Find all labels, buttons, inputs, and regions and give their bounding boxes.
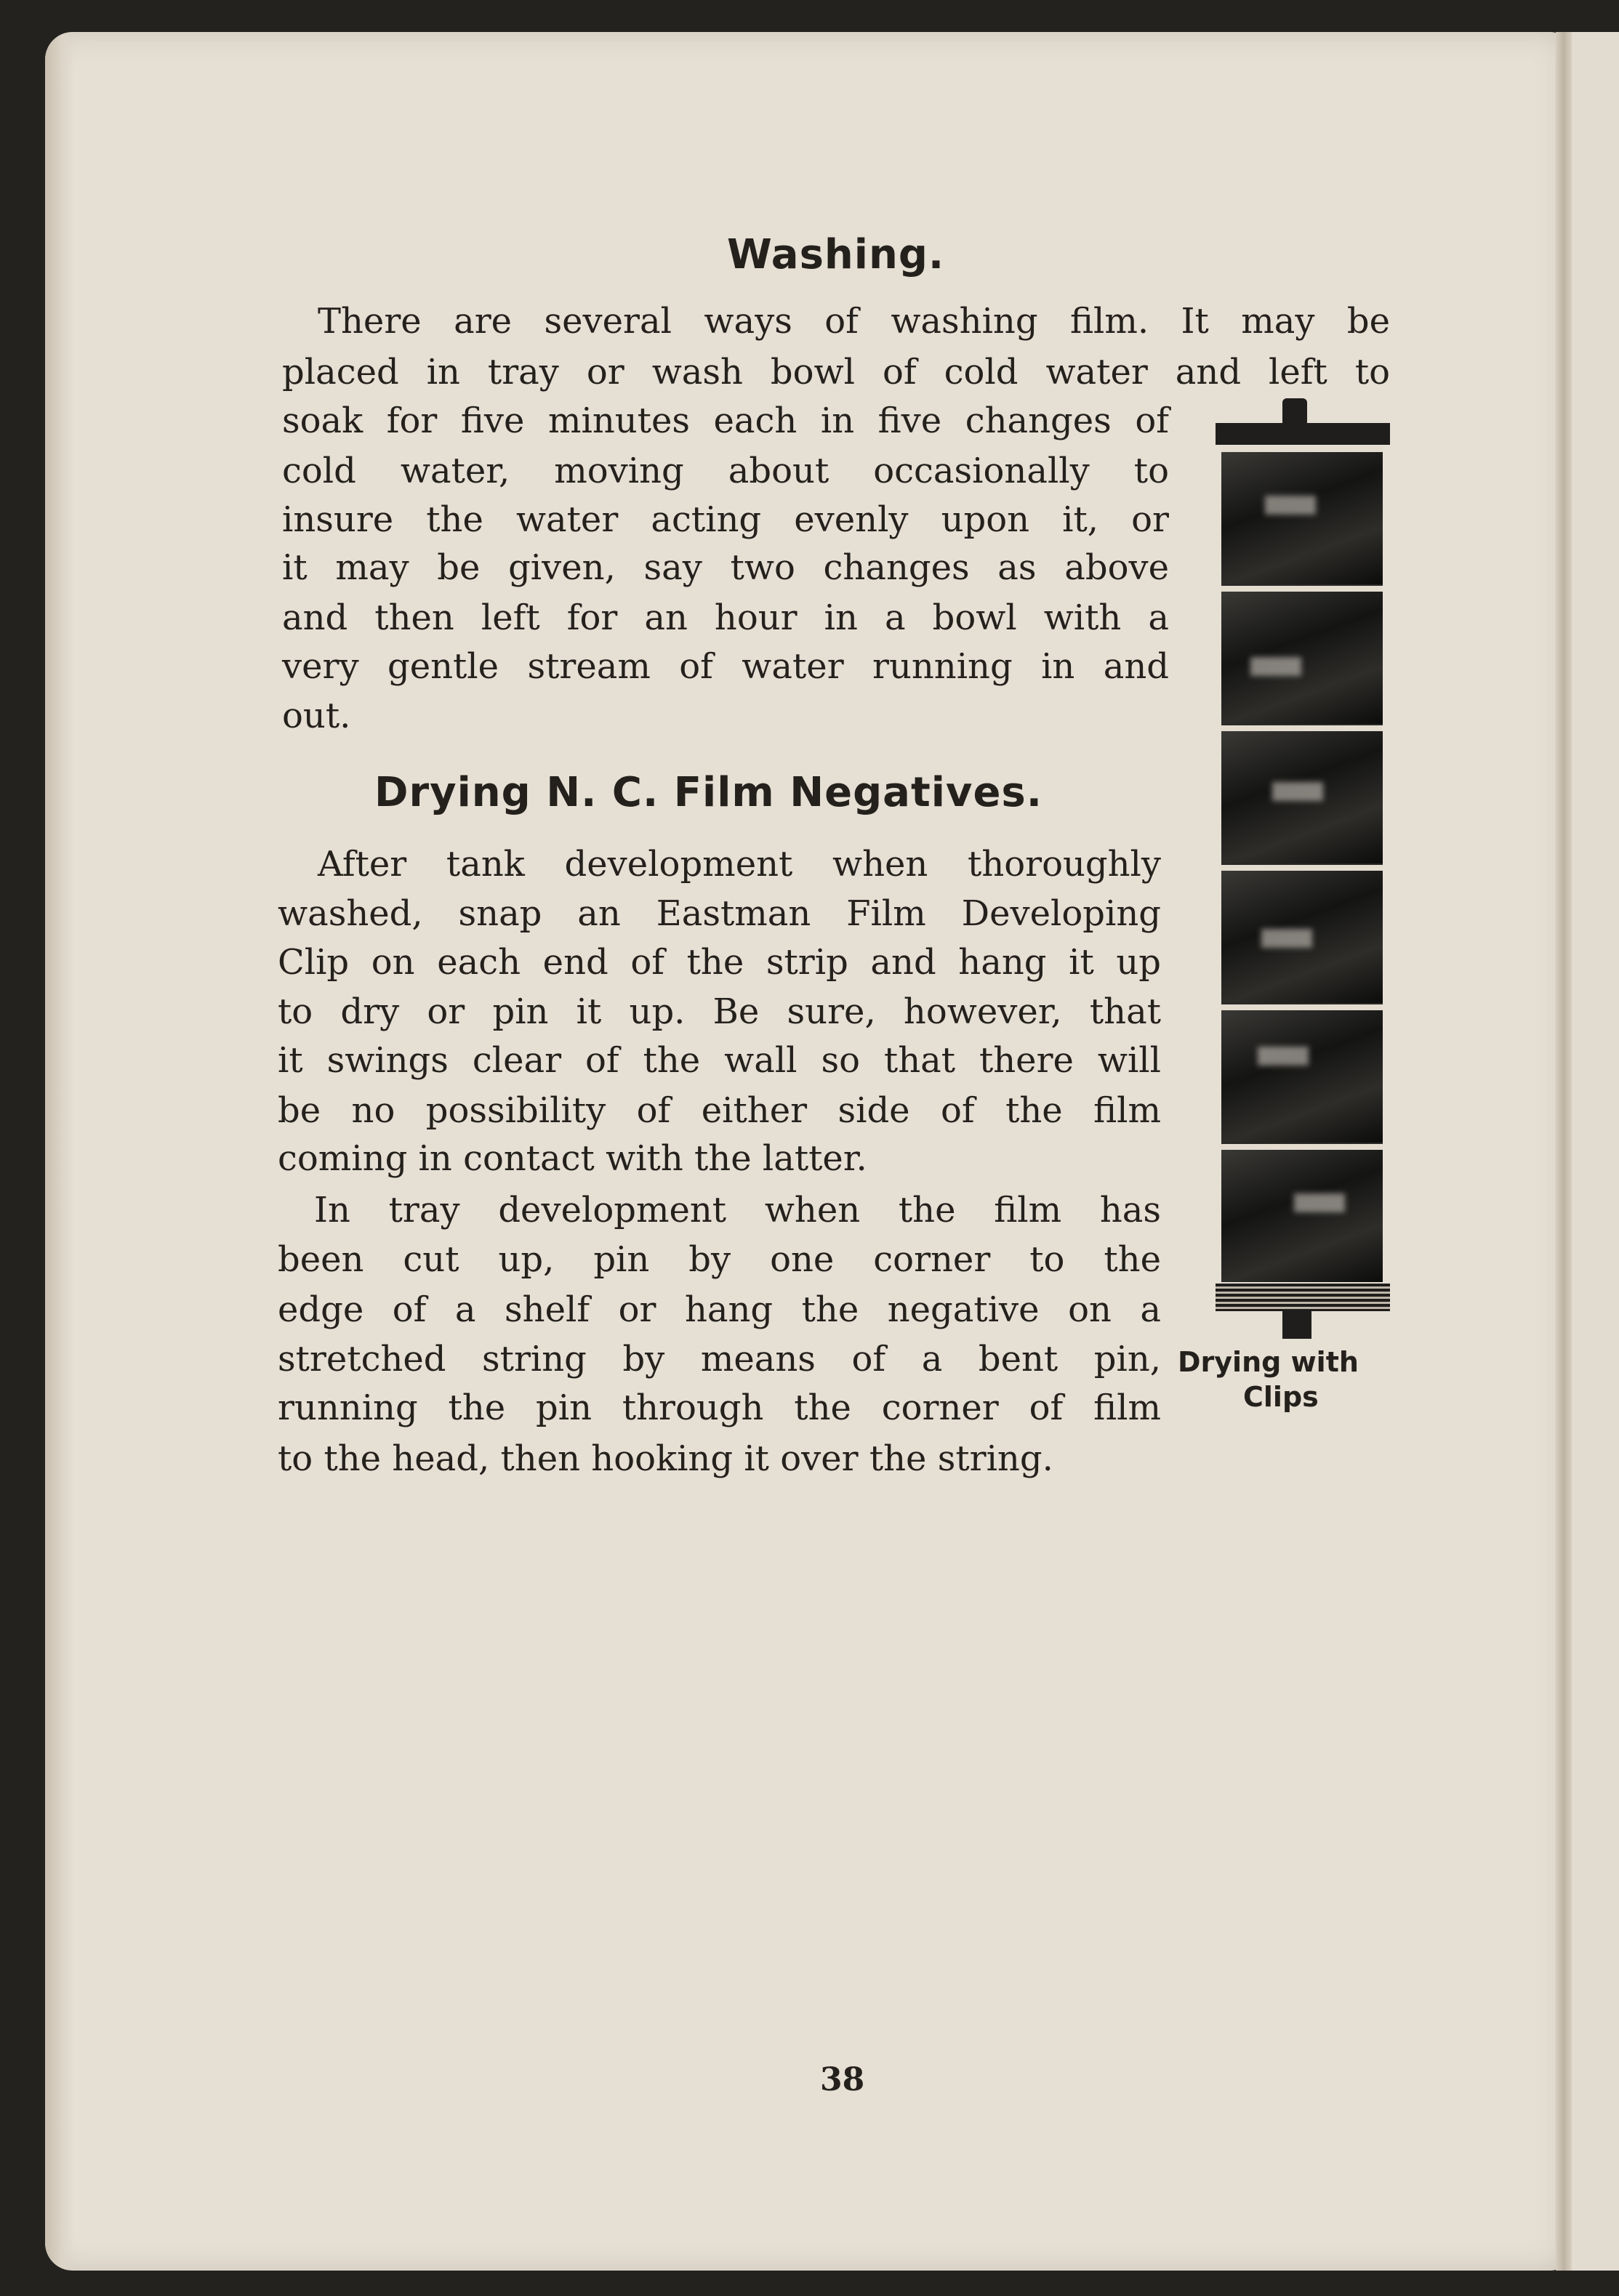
body-line: insure the water acting evenly upon it, or xyxy=(282,499,1169,540)
bottom-clip-bar xyxy=(1216,1284,1390,1311)
figure-caption-line-1: Drying with xyxy=(1178,1346,1359,1378)
body-line: edge of a shelf or hang the negative on a xyxy=(278,1289,1161,1330)
body-line: running the pin through the corner of film xyxy=(278,1387,1161,1428)
body-line: soak for five minutes each in five changes of xyxy=(282,400,1169,441)
section-heading-washing: Washing. xyxy=(727,231,945,278)
top-clip-bar xyxy=(1216,423,1390,445)
body-line: to the head, then hooking it over the string. xyxy=(278,1438,1053,1479)
negative-frame xyxy=(1221,1144,1383,1282)
body-line: it may be given, say two changes as above xyxy=(282,547,1169,588)
negative-frame xyxy=(1221,725,1383,863)
negative-frame xyxy=(1221,586,1383,724)
film-strip xyxy=(1221,446,1383,1282)
body-line: been cut up, pin by one corner to the xyxy=(278,1239,1161,1280)
negative-frame xyxy=(1221,1004,1383,1143)
film-clip-illustration xyxy=(1216,398,1390,1345)
figure-caption-line-2: Clips xyxy=(1243,1381,1319,1413)
body-line: to dry or pin it up. Be sure, however, that xyxy=(278,991,1161,1032)
body-line: out. xyxy=(282,696,351,736)
body-line: stretched string by means of a bent pin, xyxy=(278,1339,1161,1379)
body-line: After tank development when thoroughly xyxy=(318,844,1161,885)
body-line: In tray development when the film has xyxy=(314,1190,1161,1230)
section-heading-drying: Drying N. C. Film Negatives. xyxy=(374,769,1043,816)
body-line: be no possibility of either side of the film xyxy=(278,1090,1161,1131)
body-line: coming in contact with the latter. xyxy=(278,1138,867,1179)
body-line: it swings clear of the wall so that there will xyxy=(278,1040,1161,1081)
body-line: Clip on each end of the strip and hang it up xyxy=(278,942,1161,983)
body-line: very gentle stream of water running in and xyxy=(282,646,1169,687)
negative-frame xyxy=(1221,446,1383,584)
negative-frame xyxy=(1221,865,1383,1003)
body-line: There are several ways of washing film. It may be xyxy=(318,301,1390,342)
bottom-clip xyxy=(1282,1310,1311,1339)
body-line: placed in tray or wash bowl of cold water and left to xyxy=(282,352,1390,392)
body-line: and then left for an hour in a bowl with a xyxy=(282,597,1169,638)
body-line: cold water, moving about occasionally to xyxy=(282,451,1169,491)
page-number: 38 xyxy=(820,2061,865,2098)
body-line: washed, snap an Eastman Film Developing xyxy=(278,893,1161,934)
